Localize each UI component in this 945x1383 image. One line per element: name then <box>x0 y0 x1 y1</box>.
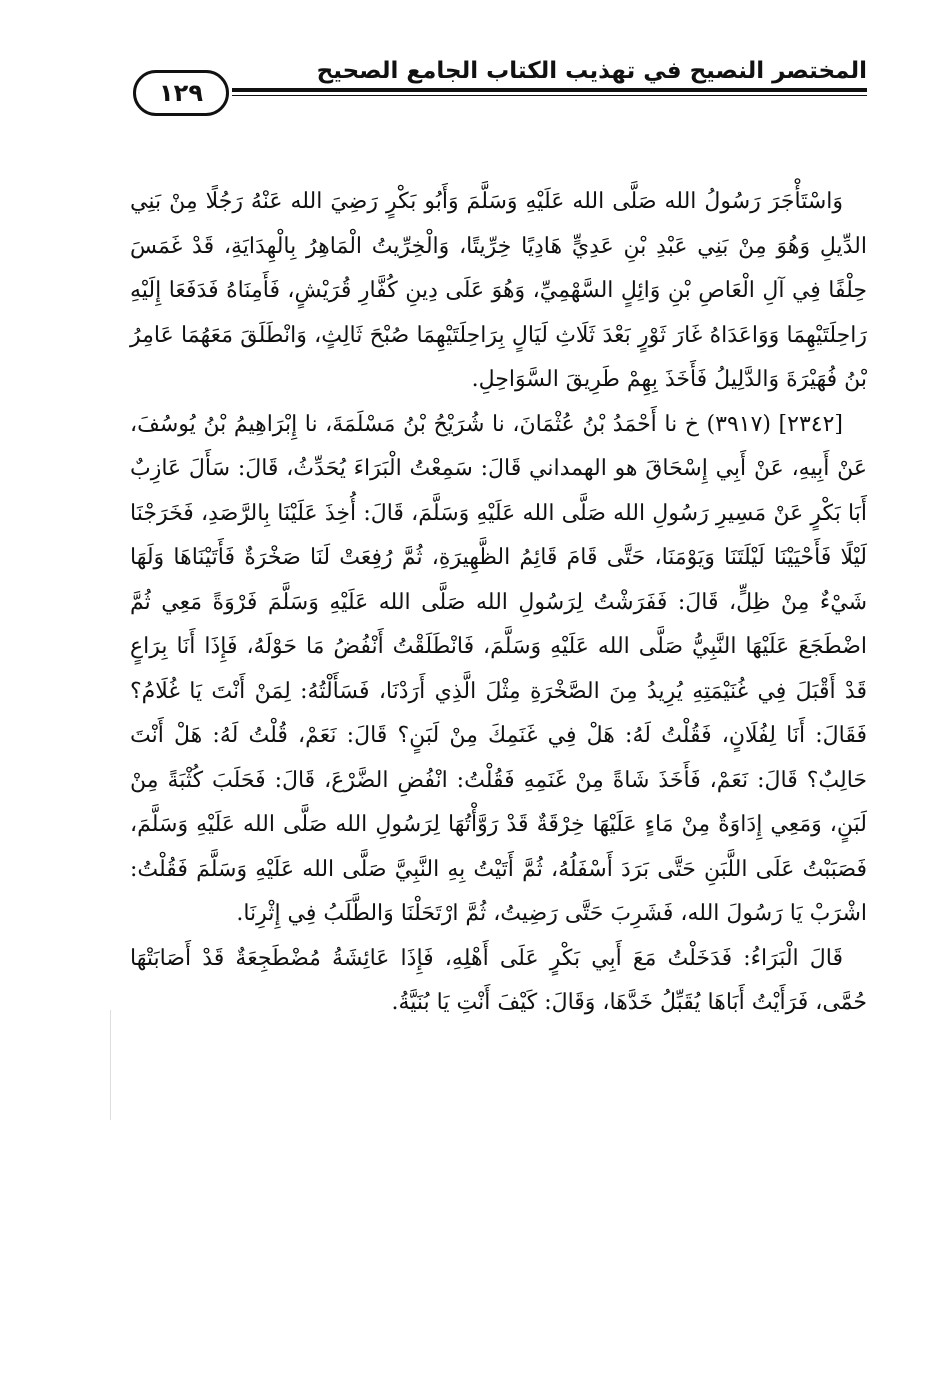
running-title: المختصر النصيح في تهذيب الكتاب الجامع الصحيح <box>316 58 867 84</box>
paragraph-hadith-2342: [٢٣٤٢] (٣٩١٧) خ نا أَحْمَدُ بْنُ عُثْمَانَ، نا شُرَيْحُ بْنُ مَسْلَمَةَ، نا إِبْرَاهِيمُ بْنُ يُوسُفَ، عَنْ أَبِيهِ، عَنْ أَبِي إِسْحَاقَ هو الهمداني قَالَ: سَمِعْتُ الْبَرَاءَ يُحَدِّثُ، قَالَ: سَأَلَ عَازِبٌ أَبَا بَكْرٍ عَنْ مَسِيرِ رَسُولِ الله صَلَّى الله عَلَيْهِ وَسَلَّمَ، قَالَ: أُخِذَ عَلَيْنَا بِالرَّصَدِ، فَخَرَجْنَا لَيْلًا فَأَحْيَيْنَا لَيْلَتَنَا وَيَوْمَنَا، حَتَّى قَامَ قَائِمُ الظَّهِيرَةِ، ثُمَّ رُفِعَتْ لَنَا صَخْرَةٌ فَأَتَيْنَاهَا وَلَهَا شَيْءٌ مِنْ ظِلٍّ، قَالَ: فَفَرَشْتُ لِرَسُولِ الله صَلَّى الله عَلَيْهِ وَسَلَّمَ فَرْوَةً مَعِي ثُمَّ اضْطَجَعَ عَلَيْهَا النَّبِيُّ صَلَّى الله عَلَيْهِ وَسَلَّمَ، فَانْطَلَقْتُ أَنْفُضُ مَا حَوْلَهُ، فَإِذَا أَنَا بِرَاعٍ قَدْ أَقْبَلَ فِي غُنَيْمَتِهِ يُرِيدُ مِنَ الصَّخْرَةِ مِثْلَ الَّذِي أَرَدْنَا، فَسَأَلْتُهُ: لِمَنْ أَنْتَ يَا غُلَامُ؟ فَقَالَ: أَنَا لِفُلَانٍ، فَقُلْتُ لَهُ: هَلْ فِي غَنَمِكَ مِنْ لَبَنٍ؟ قَالَ: نَعَمْ، قُلْتُ لَهُ: هَلْ أَنْتَ حَالِبٌ؟ قَالَ: نَعَمْ، فَأَخَذَ شَاةً مِنْ غَنَمِهِ فَقُلْتُ: انْفُضِ الضَّرْعَ، قَالَ: فَحَلَبَ كُثْبَةً مِنْ لَبَنٍ، وَمَعِي إِدَاوَةٌ مِنْ مَاءٍ عَلَيْهَا خِرْقَةٌ قَدْ رَوَّأْتُهَا لِرَسُولِ الله صَلَّى الله عَلَيْهِ وَسَلَّمَ، فَصَبَبْتُ عَلَى اللَّبَنِ حَتَّى بَرَدَ أَسْفَلُهُ، ثُمَّ أَتَيْتُ بِهِ النَّبِيَّ صَلَّى الله عَلَيْهِ وَسَلَّمَ فَقُلْتُ: اشْرَبْ يَا رَسُولَ الله، فَشَرِبَ حَتَّى رَضِيتُ، ثُمَّ ارْتَحَلْنَا وَالطَّلَبُ فِي إِثْرِنَا. <box>130 411 867 926</box>
page-number-frame <box>133 70 229 116</box>
header-rule-thick <box>232 88 867 92</box>
paragraph-bara-aisha: قَالَ الْبَرَاءُ: فَدَخَلْتُ مَعَ أَبِي بَكْرٍ عَلَى أَهْلِهِ، فَإِذَا عَائِشَةُ مُضْطَجِعَةٌ قَدْ أَصَابَتْهَا حُمَّى، فَرَأَيْتُ أَبَاهَا يُقَبِّلُ خَدَّهَا، وَقَالَ: كَيْفَ أَنْتِ يَا بُنَيَّةُ. <box>130 945 867 1015</box>
paragraph-hijra-guide: وَاسْتَأْجَرَ رَسُولُ الله صَلَّى الله عَلَيْهِ وَسَلَّمَ وَأَبُو بَكْرٍ رَضِيَ الله عَنْهُ رَجُلًا مِنْ بَنِي الدِّيلِ وَهُوَ مِنْ بَنِي عَبْدِ بْنِ عَدِيٍّ هَادِيًا خِرِّيتًا، وَالْخِرِّيتُ الْمَاهِرُ بِالْهِدَايَةِ، قَدْ غَمَسَ حِلْفًا فِي آلِ الْعَاصِ بْنِ وَائِلٍ السَّهْمِيِّ، وَهُوَ عَلَى دِينِ كُفَّارِ قُرَيْشٍ، فَأَمِنَاهُ فَدَفَعَا إِلَيْهِ رَاحِلَتَيْهِمَا وَوَاعَدَاهُ غَارَ ثَوْرٍ بَعْدَ ثَلَاثِ لَيَالٍ بِرَاحِلَتَيْهِمَا صُبْحَ ثَالِثٍ، وَانْطَلَقَ مَعَهُمَا عَامِرُ بْنُ فُهَيْرَةَ وَالدَّلِيلُ فَأَخَذَ بِهِمْ طَرِيقَ السَّوَاحِلِ. <box>130 189 867 392</box>
body-text <box>130 180 867 1026</box>
page-number: ١٢٩ <box>159 79 203 107</box>
header-rule-thin <box>232 95 867 96</box>
scan-margin-mark <box>110 1010 111 1120</box>
